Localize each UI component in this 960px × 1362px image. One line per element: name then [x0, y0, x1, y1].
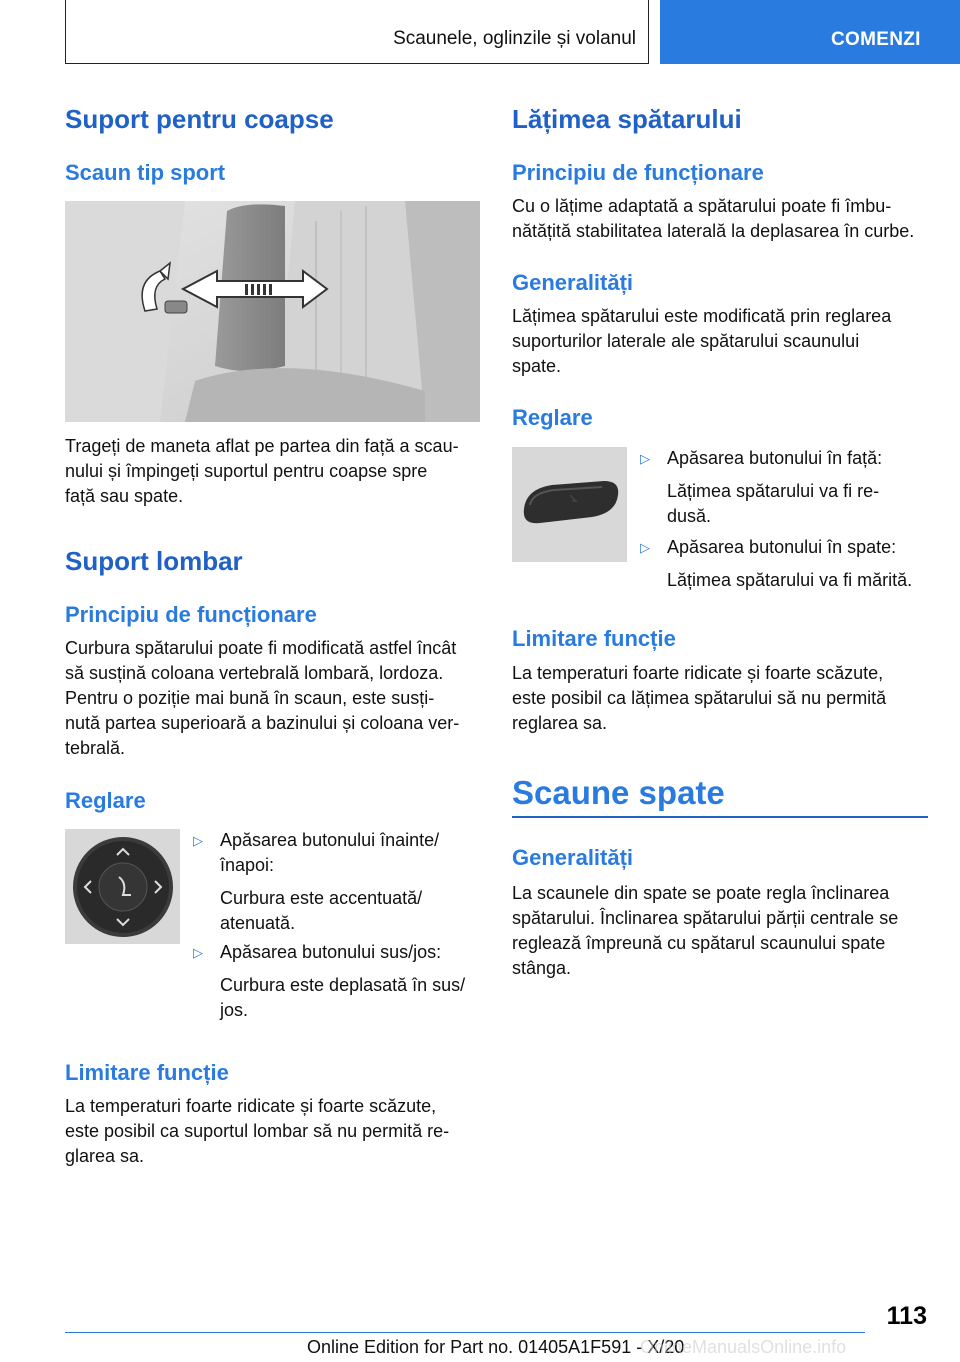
lumbar-adjust-item-2: Apăsarea butonului sus/jos: Curbura este deplasată în sus/ jos. — [220, 942, 466, 1020]
thigh-support-text: Trageți de maneta aflat pe partea din față a scau- nului și împingeți suportul pentru coapse spre față sau spate. — [65, 436, 459, 506]
lumbar-adjust-item-1: Apăsarea butonului înainte/ înapoi: Curbura este accentuată/ atenuată. — [220, 830, 440, 933]
heading-limit-right: Limitare funcție — [512, 626, 676, 651]
heading-thigh-support: Suport pentru coapse — [65, 104, 334, 134]
width-limit-text: La temperaturi foarte ridicate și foarte scăzute, este posibil ca lățimea spătarului să nu permită reglarea sa. — [512, 663, 887, 733]
lumbar-control-illustration — [65, 829, 180, 944]
heading-general-rear: Generalități — [512, 845, 634, 870]
heading-sport-seat: Scaun tip sport — [65, 160, 226, 185]
width-general-text: Lățimea spătarului este modificată prin reglarea suporturilor laterale ale spătarului scaunului spate. — [512, 306, 892, 376]
heading-adjust-right: Reglare — [512, 405, 593, 430]
width-button-illustration — [512, 447, 627, 562]
lumbar-limit-text: La temperaturi foarte ridicate și foarte scăzute, este posibil ca suportul lombar să nu permită re- glarea sa. — [65, 1096, 450, 1166]
watermark: OnlineManualsOnline.info — [640, 1337, 847, 1357]
tab-label: COMENZI — [831, 29, 921, 50]
lumbar-principle-text: Curbura spătarului poate fi modificată astfel încât să susțină coloana vertebrală lombară, lordoza. Pentru o poziție mai bună în scaun, este susți- nută partea superioară a bazinului și coloana ver- tebrală. — [65, 638, 460, 758]
bullet-triangle-icon: ▷ — [640, 451, 650, 466]
heading-limit-left: Limitare funcție — [65, 1060, 229, 1085]
heading-adjust-left: Reglare — [65, 788, 146, 813]
bullet-triangle-icon: ▷ — [193, 833, 203, 848]
heading-rear-seats: Scaune spate — [512, 774, 725, 811]
width-adjust-item-2: Apăsarea butonului în spate: Lățimea spătarului va fi mărită. — [667, 537, 913, 590]
footer-text — [307, 1337, 684, 1358]
bullet-triangle-icon: ▷ — [193, 945, 203, 960]
tab-comenzi[interactable] — [660, 0, 960, 64]
header-box — [65, 0, 649, 64]
footer-edition: Online Edition for Part no. 01405A1F591 - X/20 — [307, 1337, 685, 1357]
heading-general-right: Generalități — [512, 270, 634, 295]
bullet-triangle-icon: ▷ — [640, 540, 650, 555]
page-number: 113 — [886, 1302, 927, 1330]
section-title: Scaunele, oglinzile și volanul — [393, 28, 636, 49]
heading-underline — [512, 816, 928, 818]
thigh-support-illustration — [65, 201, 480, 422]
heading-principle-left: Principiu de funcționare — [65, 602, 317, 627]
width-principle-text: Cu o lățime adaptată a spătarului poate fi îmbu- nătățită stabilitatea laterală la deplasarea în curbe. — [512, 196, 915, 241]
heading-backrest-width: Lățimea spătarului — [512, 104, 742, 134]
rear-seats-text: La scaunele din spate se poate regla înclinarea spătarului. Înclinarea spătarului părții centrale se reglează împreună cu spătarul scaunului spate stânga. — [512, 883, 899, 978]
footer-divider — [65, 1332, 865, 1333]
heading-principle-right: Principiu de funcționare — [512, 160, 764, 185]
heading-lumbar-support: Suport lombar — [65, 546, 243, 576]
width-adjust-item-1: Apăsarea butonului în față: Lățimea spătarului va fi re- dusă. — [667, 448, 883, 526]
